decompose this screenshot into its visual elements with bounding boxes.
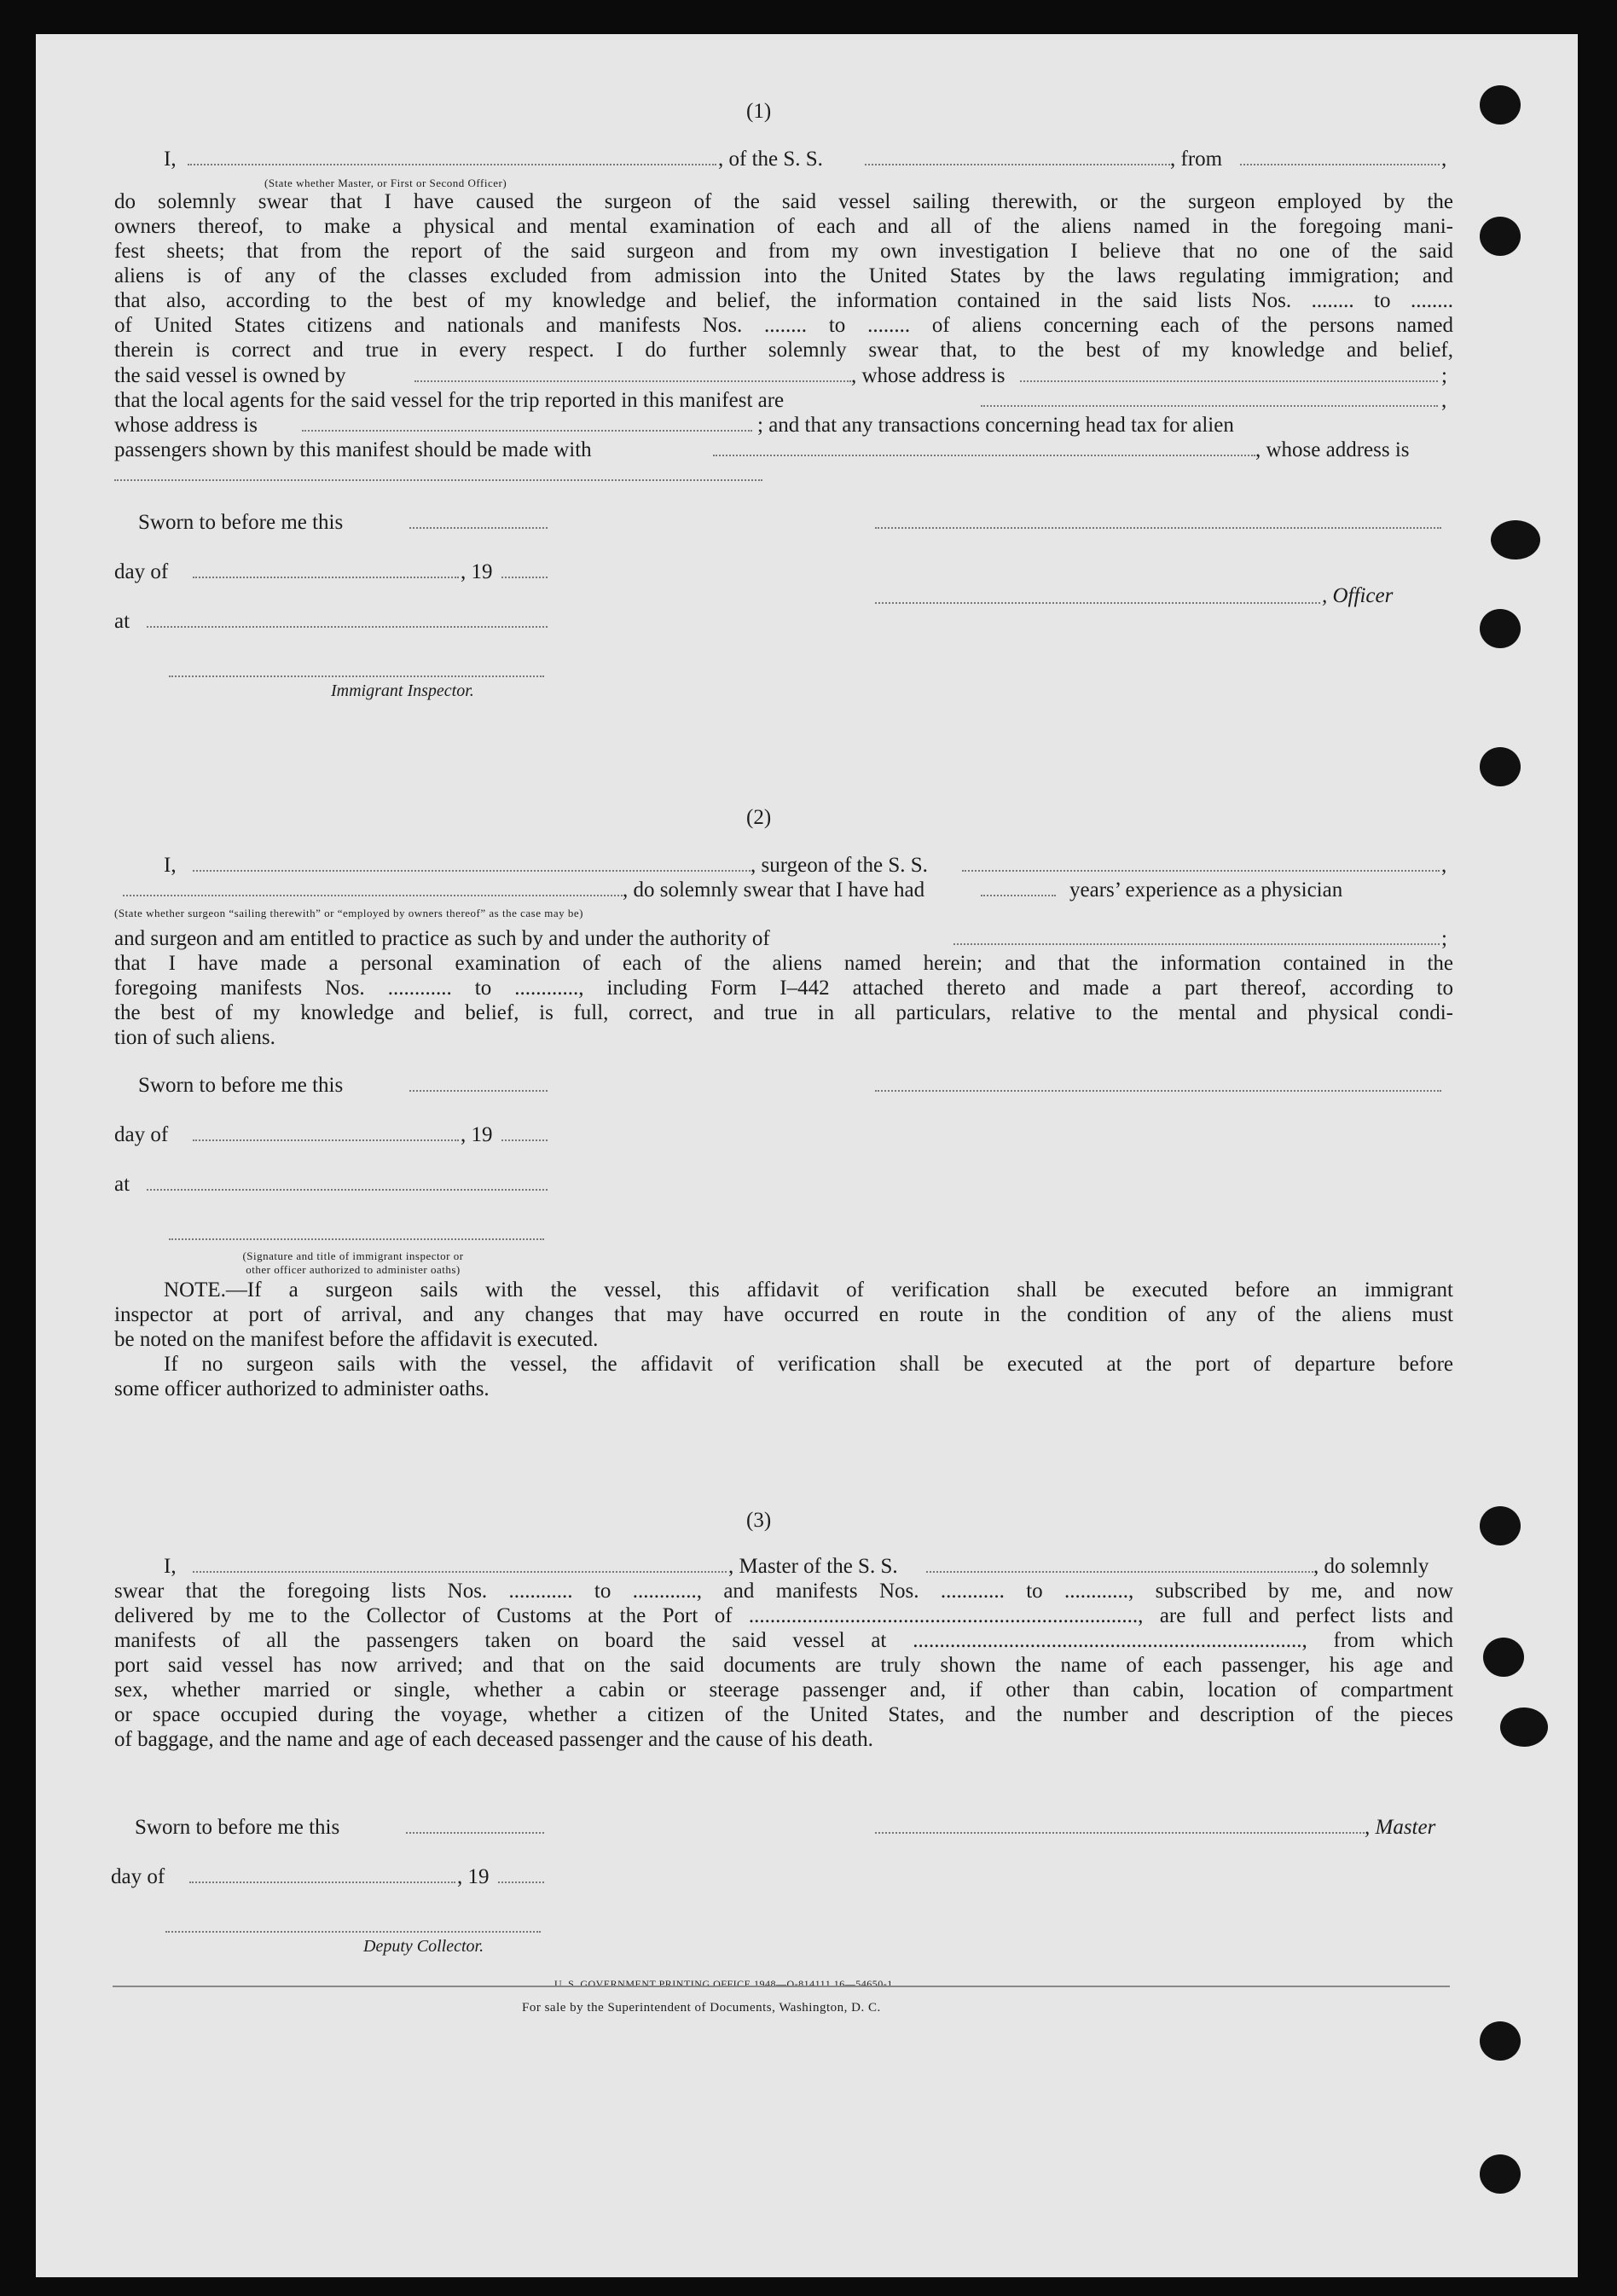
s2-body-line: that I have made a personal examination of each of the aliens named herein; and that the information contained in the (114, 952, 1453, 975)
sworn-day-field-2[interactable] (409, 1090, 548, 1092)
master-label: , Master (1365, 1816, 1436, 1839)
inspector-signature-line[interactable] (169, 675, 544, 677)
punch-hole (1480, 217, 1521, 256)
owner-field[interactable] (414, 380, 851, 382)
s1-line1-ss: , of the S. S. (718, 148, 823, 171)
s2-line2-swear: , do solemnly swear that I have had (623, 878, 925, 902)
section-1-body (114, 189, 1453, 362)
authority-label: and surgeon and am entitled to practice as such by and under the authority of (114, 927, 770, 950)
officer-label: , Officer (1322, 584, 1394, 607)
s1-line1-end: , (1441, 148, 1447, 171)
section-3-body (114, 1579, 1453, 1752)
note-block (114, 1278, 1453, 1401)
vessel-name-field[interactable] (865, 164, 1170, 165)
officer-caption: (State whether Master, or First or Second Officer) (264, 177, 507, 189)
section-2-body (114, 951, 1453, 1050)
note-line: some officer authorized to administer oaths. (114, 1377, 490, 1400)
surgeon-status-field[interactable] (123, 895, 623, 896)
s1-body-line: that also, according to the best of my knowledge and belief, the information contained in the said lists Nos. ........ to ........ (114, 289, 1453, 312)
s2-vessel-field[interactable] (962, 870, 1440, 872)
s1-line1-from: , from (1170, 148, 1223, 171)
section-3-number: (3) (746, 1509, 772, 1532)
sworn-day-field-1[interactable] (409, 527, 548, 529)
deputy-signature-line[interactable] (165, 1931, 541, 1933)
note-line: If no surgeon sails with the vessel, the affidavit of verification shall be executed at the port of departure before (164, 1353, 1453, 1376)
day-of-label-1: day of (114, 560, 169, 583)
punch-hole (1480, 1506, 1521, 1545)
surgeon-signature-line[interactable] (875, 1090, 1441, 1092)
head-tax-address-field[interactable] (114, 479, 762, 481)
sworn-label-2: Sworn to before me this (138, 1074, 344, 1097)
s3-body-line: delivered by me to the Collector of Customs at the Port of ........................................................................., are full and perfect lists and (114, 1604, 1453, 1627)
surgeon-name-field[interactable] (193, 870, 751, 872)
owner-address-field[interactable] (1020, 380, 1438, 382)
day-of-label-3: day of (111, 1865, 165, 1888)
master-name-field[interactable] (193, 1571, 727, 1573)
s1-body-line: aliens is of any of the classes excluded from admission into the United States by the laws regulating immigration; and (114, 264, 1453, 287)
s2-line1-i: I, (164, 854, 177, 877)
local-agents-field[interactable] (981, 405, 1438, 407)
form-sheet (36, 34, 1578, 2277)
sworn-label-1: Sworn to before me this (138, 511, 344, 534)
agents-address-field[interactable] (302, 430, 752, 432)
semicolon: ; (1441, 364, 1447, 387)
s3-body-line: of baggage, and the name and age of each deceased passenger and the cause of his death. (114, 1728, 873, 1751)
s1-body-line: fest sheets; that from the report of the said surgeon and from my own investigation I believe that no one of the said (114, 240, 1453, 263)
punch-hole (1500, 1708, 1548, 1747)
whose-address-label: , whose address is (851, 364, 1006, 387)
at-label-1: at (114, 610, 130, 633)
note-line: be noted on the manifest before the affidavit is executed. (114, 1328, 599, 1351)
officer-signature-line[interactable] (875, 527, 1441, 529)
s1-body-line: of United States citizens and nationals and manifests Nos. ........ to ........ of aliens concerning each of the persons named (114, 314, 1453, 337)
years-experience-field[interactable] (981, 895, 1056, 896)
punch-hole (1480, 2154, 1521, 2194)
s3-body-line: or space occupied during the voyage, whether a citizen of the United States, and the number and description of the pieces (114, 1703, 1453, 1726)
year-label-3: , 19 (457, 1865, 490, 1888)
at-place-field-2[interactable] (147, 1189, 548, 1191)
officer-name-field[interactable] (188, 164, 716, 165)
s1-line1-i: I, (164, 148, 177, 171)
s3-body-line: swear that the foregoing lists Nos. ............ to ............, and manifests Nos. ............ to ............, subscribed by me, and now (114, 1580, 1453, 1603)
day-of-label-2: day of (114, 1123, 169, 1146)
local-agents-label: that the local agents for the said vessel for the trip reported in this manifest are (114, 389, 785, 412)
s2-line1-surgeon: , surgeon of the S. S. (751, 854, 928, 877)
month-field-2[interactable] (193, 1139, 459, 1141)
s2-line2-years: years’ experience as a physician (1069, 878, 1343, 902)
sig-caption-2: other officer authorized to administer oaths) (246, 1263, 461, 1276)
inspector-signature-line-2[interactable] (169, 1238, 544, 1240)
section-1-number: (1) (746, 100, 772, 123)
year-label-2: , 19 (461, 1123, 493, 1146)
s1-body-line: do solemnly swear that I have caused the surgeon of the said vessel sailing therewith, or the surgeon employed by the (114, 190, 1453, 213)
sig-caption-1: (Signature and title of immigrant inspector or (242, 1249, 464, 1262)
s3-body-line: port said vessel has now arrived; and that on the said documents are truly shown the name of each passenger, his age and (114, 1654, 1453, 1677)
punch-hole (1483, 1638, 1524, 1677)
section-2-number: (2) (746, 806, 772, 829)
comma: , (1441, 389, 1447, 412)
note-line: NOTE.—If a surgeon sails with the vessel, this affidavit of verification shall be executed before an immigrant (164, 1278, 1453, 1302)
passengers-label: passengers shown by this manifest should be made with (114, 438, 592, 461)
inspector-label: Immigrant Inspector. (331, 681, 474, 700)
punch-hole (1480, 609, 1521, 648)
at-label-2: at (114, 1173, 130, 1196)
year-field-1[interactable] (501, 577, 548, 578)
punch-hole (1480, 85, 1521, 125)
owned-by-label: the said vessel is owned by (114, 364, 346, 387)
note-line: inspector at port of arrival, and any changes that may have occurred en route in the condition of any of the aliens must (114, 1303, 1453, 1326)
punch-hole (1480, 747, 1521, 786)
whose-address-label-3: , whose address is (1255, 438, 1410, 461)
whose-address-label-2: whose address is (114, 414, 258, 437)
year-field-2[interactable] (501, 1139, 548, 1141)
head-tax-text: ; and that any transactions concerning head tax for alien (757, 414, 1234, 437)
s2-body-line: tion of such aliens. (114, 1026, 275, 1049)
s1-body-line: therein is correct and true in every respect. I do further solemnly swear that, to the best of my knowledge and belief, (114, 339, 1453, 362)
s3-line1-swear: , do solemnly (1313, 1555, 1429, 1578)
authority-field[interactable] (953, 943, 1440, 945)
at-place-field-1[interactable] (147, 626, 548, 628)
s3-vessel-field[interactable] (926, 1571, 1313, 1573)
s3-line1-i: I, (164, 1555, 177, 1578)
gpo-imprint: U. S. GOVERNMENT PRINTING OFFICE 1948—O-814111 16—54650-1 (554, 1978, 893, 1990)
s2-semicolon: ; (1441, 927, 1447, 950)
officer-title-line[interactable] (875, 602, 1320, 604)
month-field-1[interactable] (193, 577, 459, 578)
punch-hole (1480, 2021, 1521, 2061)
sworn-day-field-3[interactable] (406, 1832, 544, 1834)
s1-body-line: owners thereof, to make a physical and mental examination of each and all of the aliens named in the foregoing mani- (114, 215, 1453, 238)
deputy-label: Deputy Collector. (363, 1937, 484, 1956)
s3-line1-master: , Master of the S. S. (728, 1555, 898, 1578)
footer-rule (113, 1986, 1450, 1987)
s2-body-line: the best of my knowledge and belief, is full, correct, and true in all particulars, relative to the mental and physical condi- (114, 1001, 1453, 1024)
sworn-label-3: Sworn to before me this (135, 1816, 340, 1839)
surgeon-caption: (State whether surgeon “sailing therewith” or “employed by owners thereof” as the case may be) (114, 907, 583, 919)
month-field-3[interactable] (189, 1881, 455, 1883)
s3-body-line: manifests of all the passengers taken on board the said vessel at ........................................................................., from which (114, 1629, 1453, 1652)
master-signature-line[interactable] (875, 1832, 1365, 1834)
s3-body-line: sex, whether married or single, whether a cabin or steerage passenger and, if other than cabin, location of compartment (114, 1679, 1453, 1702)
year-label-1: , 19 (461, 560, 493, 583)
head-tax-agent-field[interactable] (713, 455, 1255, 456)
for-sale-notice: For sale by the Superintendent of Documents, Washington, D. C. (522, 2001, 881, 2015)
from-port-field[interactable] (1240, 164, 1440, 165)
punch-hole (1491, 520, 1540, 560)
year-field-3[interactable] (498, 1881, 544, 1883)
s2-body-line: foregoing manifests Nos. ............ to ............, including Form I–442 attached thereto and made a part thereof, according to (114, 977, 1453, 1000)
s2-line1-end: , (1441, 854, 1447, 877)
